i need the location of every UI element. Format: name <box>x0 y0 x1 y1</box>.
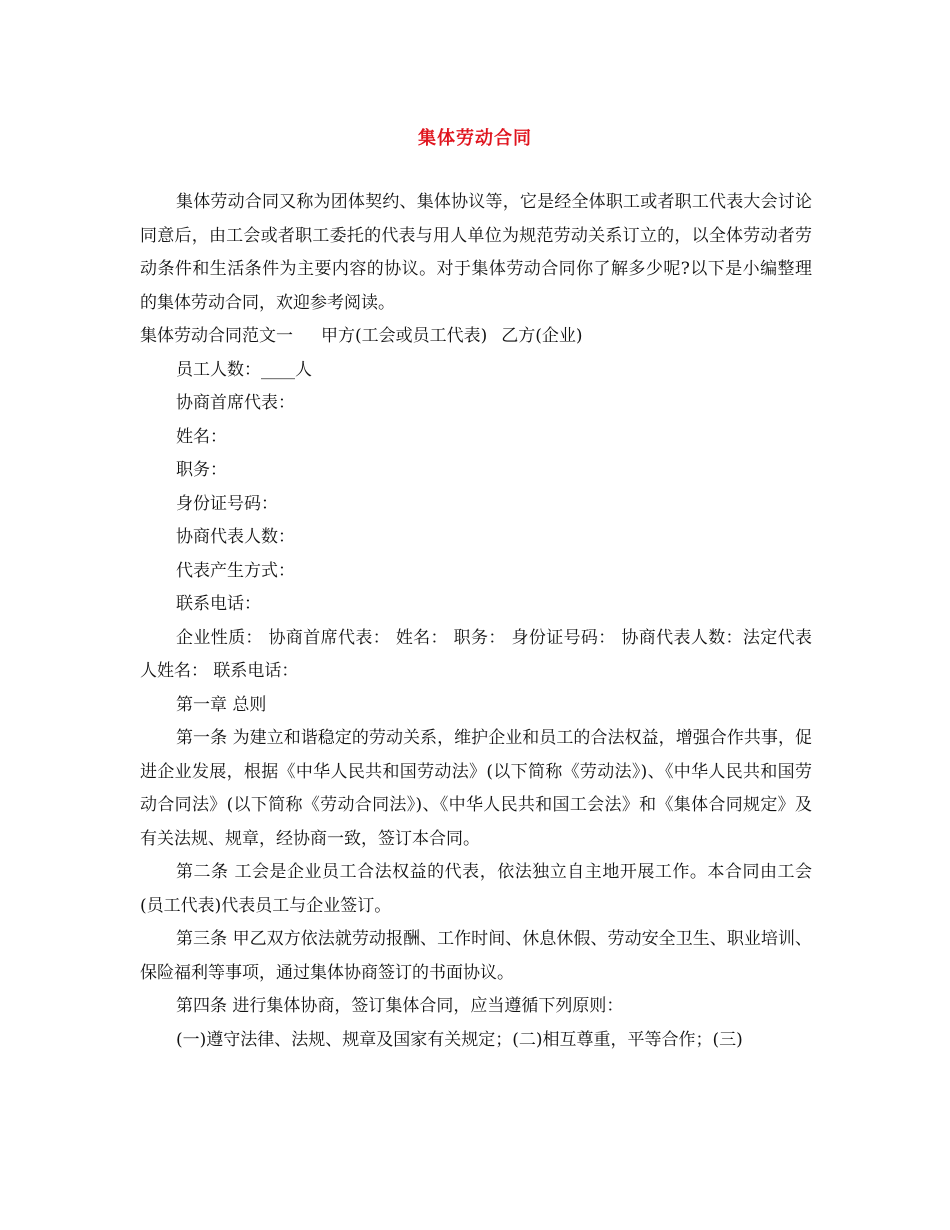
sample-heading-line <box>140 320 812 354</box>
field-position: 职务： <box>176 460 227 480</box>
principles-line: (一)遵守法律、法规、规章及国家有关规定；(二)相互尊重，平等合作；(三) <box>176 1029 743 1050</box>
field-id-number: 身份证号码： <box>176 493 278 514</box>
field-representative-count: 协商代表人数： <box>176 527 295 547</box>
field-phone: 联系电话： <box>176 594 261 614</box>
field-employee-count: 员工人数：____人 <box>176 359 312 380</box>
party-b-fields: 企业性质： 协商首席代表： 姓名： 职务： 身份证号码： 协商代表人数：法定代表人姓名： 联系电话： <box>140 627 812 681</box>
field-chief-representative: 协商首席代表： <box>176 393 295 413</box>
article-2: 第二条 工会是企业员工合法权益的代表，依法独立自主地开展工作。本合同由工会(员工代表)代表员工与企业签订。 <box>140 862 812 916</box>
document-title: 集体劳动合同 <box>418 128 532 149</box>
intro-paragraph: 集体劳动合同又称为团体契约、集体协议等，它是经全体职工或者职工代表大会讨论同意后，由工会或者职工委托的代表与用人单位为规范劳动关系订立的，以全体劳动者劳动条件和生活条件为主要内容的协议。对于集体劳动合同你了解多少呢?以下是小编整理的集体劳动合同，欢迎参考阅读。 <box>140 192 812 313</box>
party-a-label: 甲方(工会或员工代表) <box>321 326 488 346</box>
party-b-label: 乙方(企业) <box>501 326 583 346</box>
article-1: 第一条 为建立和谐稳定的劳动关系，维护企业和员工的合法权益，增强合作共事，促进企业发展，根据《中华人民共和国劳动法》(以下简称《劳动法》)、《中华人民共和国劳动合同法》(以下简称《劳动合同法》)、《中华人民共和国工会法》和《集体合同规定》及有关法规、规章，经协商一致，签订本合同。 <box>140 728 812 849</box>
article-4: 第四条 进行集体协商，签订集体合同，应当遵循下列原则： <box>176 996 624 1016</box>
field-selection-method: 代表产生方式： <box>176 560 295 581</box>
field-name: 姓名： <box>176 426 227 447</box>
chapter-heading: 第一章 总则 <box>176 694 267 715</box>
article-3: 第三条 甲乙双方依法就劳动报酬、工作时间、休息休假、劳动安全卫生、职业培训、保险福利等事项，通过集体协商签订的书面协议。 <box>140 929 812 983</box>
sample-heading: 集体劳动合同范文一 <box>140 326 293 346</box>
document-body <box>140 186 812 1057</box>
